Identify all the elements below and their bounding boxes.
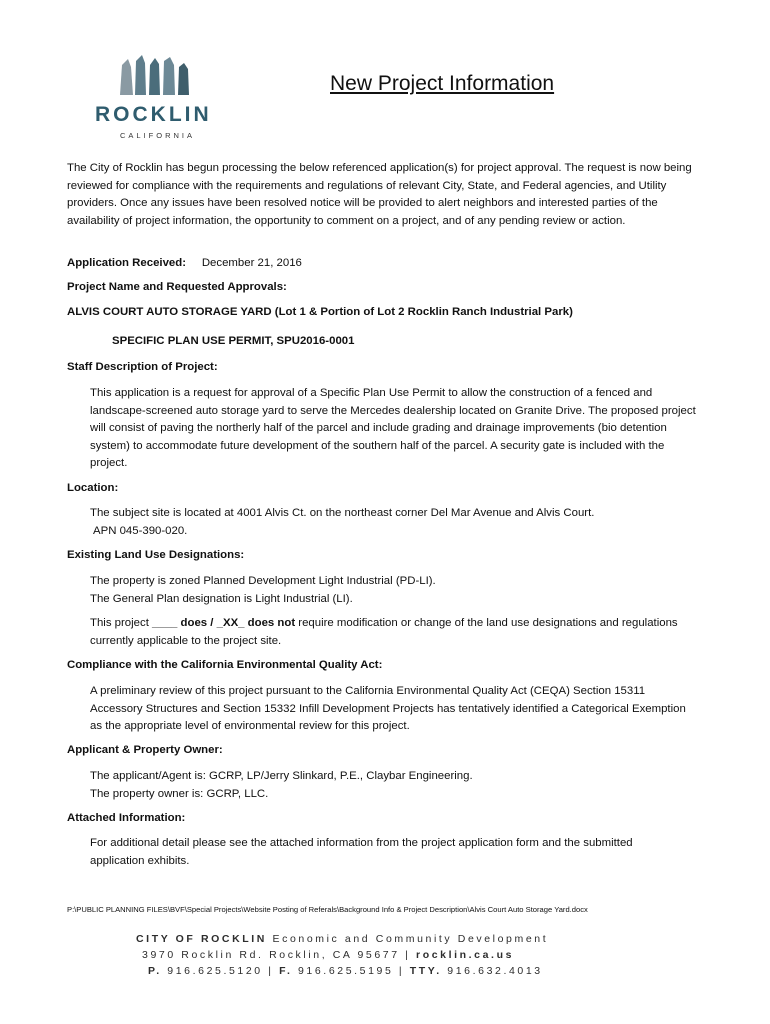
logo-subtitle: CALIFORNIA bbox=[120, 131, 196, 140]
intro-paragraph: The City of Rocklin has begun processing the below referenced application(s) for project approval. The request is now being reviewed for compliance with the requirements and regulations of relevant City, State, and Federal agencies, and Utility providers. Once any issues have been resolved notice will be provided to alert neighbors and interested parties of the availability of project information, the opportunity to comment on a project, and of any pending review or action. bbox=[67, 162, 692, 227]
landuse-line-2: The General Plan designation is Light Industrial (LI). bbox=[90, 592, 353, 605]
footer-dept: Economic and Community Development bbox=[266, 933, 549, 945]
received-label: Application Received: bbox=[67, 257, 186, 269]
project-modification bbox=[90, 615, 700, 650]
received-value: December 21, 2016 bbox=[201, 257, 302, 269]
staff-description: This application is a request for approval of a Specific Plan Use Permit to allow the construction of a fenced and landscape-screened auto storage yard to serve the Mercedes dealership located on Granite Drive. The proposed project will consist of paving the northerly half of the parcel and include grading and drainage improvements (bio detention system) to accommodate future development of the southern half of the parcel. A security gate is included with the project. bbox=[90, 387, 696, 469]
phone-number: 916.625.5120 | bbox=[161, 965, 280, 977]
location-line-1: The subject site is located at 4001 Alvis Ct. on the northeast corner Del Mar Avenue and Alvis Court. bbox=[90, 507, 595, 519]
modification-choice: ____ does / _XX_ does not bbox=[152, 617, 296, 629]
name-heading: Project Name and Requested Approvals: bbox=[67, 281, 287, 293]
file-path: P:\PUBLIC PLANNING FILES\BVF\Special Projects\Website Posting of Referals\Background Info & Project Description\Alvis Court Auto Storage Yard.docx bbox=[67, 905, 588, 914]
modification-suffix: require modification or change of the land use designations and regulations currently applicable to the project site. bbox=[90, 617, 678, 647]
permit-name: SPECIFIC PLAN USE PERMIT, SPU2016-0001 bbox=[112, 335, 355, 347]
location-apn: APN 045-390-020. bbox=[93, 524, 188, 537]
applicant-line-1: The applicant/Agent is: GCRP, LP/Jerry Slinkard, P.E., Claybar Engineering. bbox=[90, 770, 473, 782]
attached-text: For additional detail please see the attached information from the project application form and the submitted application exhibits. bbox=[90, 837, 633, 867]
modification-prefix: This project bbox=[90, 617, 153, 629]
phone-label: P. bbox=[148, 965, 162, 977]
fax-number: 916.625.5195 | bbox=[292, 965, 410, 977]
applicant-heading: Applicant & Property Owner: bbox=[67, 744, 223, 756]
tty-label: TTY. bbox=[409, 965, 442, 977]
fax-label: F. bbox=[279, 965, 293, 977]
project-name: ALVIS COURT AUTO STORAGE YARD (Lot 1 & Portion of Lot 2 Rocklin Ranch Industrial Park) bbox=[67, 306, 573, 318]
applicant-line-2: The property owner is: GCRP, LLC. bbox=[90, 787, 269, 800]
staff-heading: Staff Description of Project: bbox=[67, 361, 218, 373]
application-received bbox=[67, 255, 707, 273]
tty-number: 916.632.4013 bbox=[441, 965, 543, 977]
footer-line-1 bbox=[136, 933, 548, 945]
logo-wordmark: ROCKLIN bbox=[95, 103, 212, 126]
ceqa-heading: Compliance with the California Environmental Quality Act: bbox=[67, 659, 383, 671]
ceqa-text: A preliminary review of this project pursuant to the California Environmental Quality Act (CEQA) Section 15311 Accessory Structures and Section 15332 Infill Development Projects has tentatively identified a Categorical Exemption as the appropriate level of environmental review for this project. bbox=[90, 685, 686, 732]
location-text bbox=[90, 505, 710, 540]
footer-website: rocklin.ca.us bbox=[416, 949, 515, 961]
landuse-text bbox=[90, 573, 710, 608]
landuse-line-1: The property is zoned Planned Development Light Industrial (PD-LI). bbox=[90, 575, 436, 587]
page-title: New Project Information bbox=[330, 72, 555, 95]
rock-formation-icon bbox=[118, 55, 198, 95]
footer-line-3 bbox=[148, 965, 543, 977]
attached-heading: Attached Information: bbox=[67, 812, 186, 824]
footer-org: CITY OF ROCKLIN bbox=[136, 933, 267, 945]
footer-address: 3970 Rocklin Rd. Rocklin, CA 95677 | bbox=[142, 949, 417, 961]
rocklin-logo bbox=[93, 55, 223, 140]
footer-line-2 bbox=[142, 949, 514, 961]
applicant-text bbox=[90, 768, 710, 803]
location-heading: Location: bbox=[67, 482, 119, 494]
landuse-heading: Existing Land Use Designations: bbox=[67, 549, 245, 561]
